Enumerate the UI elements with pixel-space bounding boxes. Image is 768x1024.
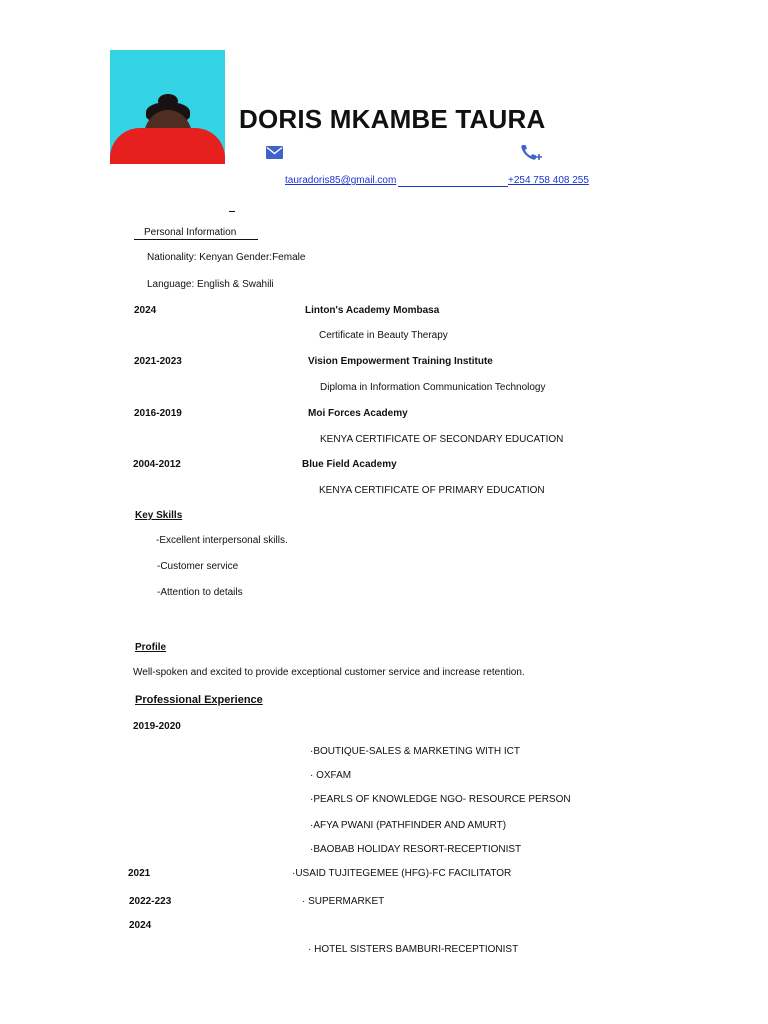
- section-heading-skills: Key Skills: [135, 510, 183, 521]
- experience-year: 2024: [129, 920, 152, 931]
- section-heading-personal: Personal Information: [134, 227, 258, 240]
- education-award: Diploma in Information Communication Technology: [320, 382, 546, 393]
- education-year: 2004-2012: [133, 459, 181, 470]
- experience-item: · SUPERMARKET: [302, 896, 385, 907]
- candidate-name: DORIS MKAMBE TAURA: [239, 104, 546, 134]
- education-school: Linton's Academy Mombasa: [305, 305, 440, 316]
- section-heading-experience: Professional Experience: [135, 694, 263, 706]
- skill-item: -Customer service: [157, 561, 239, 572]
- experience-item: · OXFAM: [310, 770, 352, 781]
- skill-item: -Attention to details: [157, 587, 243, 598]
- divider-dash: [229, 211, 235, 212]
- education-year: 2016-2019: [134, 408, 182, 419]
- mail-icon: [266, 146, 283, 159]
- phone-icon: [520, 143, 544, 162]
- education-award: Certificate in Beauty Therapy: [319, 330, 448, 341]
- experience-item: ·AFYA PWANI (PATHFINDER AND AMURT): [310, 820, 507, 831]
- experience-item: ·PEARLS OF KNOWLEDGE NGO- RESOURCE PERSON: [310, 794, 571, 805]
- link-underline-gap: [398, 186, 508, 187]
- skill-item: -Excellent interpersonal skills.: [156, 535, 288, 546]
- personal-line: Language: English & Swahili: [147, 279, 274, 290]
- education-school: Moi Forces Academy: [308, 408, 408, 419]
- email-link[interactable]: tauradoris85@gmail.com: [285, 175, 397, 186]
- profile-photo: [110, 50, 225, 164]
- experience-item: ·USAID TUJITEGEMEE (HFG)-FC FACILITATOR: [292, 868, 512, 879]
- profile-text: Well-spoken and excited to provide exceptional customer service and increase retention.: [133, 667, 525, 678]
- phone-link[interactable]: +254 758 408 255: [508, 175, 589, 186]
- experience-year: 2022-223: [129, 896, 172, 907]
- experience-item: ·BAOBAB HOLIDAY RESORT-RECEPTIONIST: [310, 844, 522, 855]
- section-heading-profile: Profile: [135, 642, 167, 653]
- education-award: KENYA CERTIFICATE OF PRIMARY EDUCATION: [319, 485, 545, 496]
- education-school: Vision Empowerment Training Institute: [308, 356, 493, 367]
- education-school: Blue Field Academy: [302, 459, 397, 470]
- personal-line: Nationality: Kenyan Gender:Female: [147, 252, 306, 263]
- education-year: 2021-2023: [134, 356, 182, 367]
- education-award: KENYA CERTIFICATE OF SECONDARY EDUCATION: [320, 434, 564, 445]
- education-year: 2024: [134, 305, 157, 316]
- experience-year: 2021: [128, 868, 151, 879]
- experience-item: ·BOUTIQUE-SALES & MARKETING WITH ICT: [310, 746, 521, 757]
- experience-year: 2019-2020: [133, 721, 181, 732]
- experience-item: · HOTEL SISTERS BAMBURI-RECEPTIONIST: [308, 944, 519, 955]
